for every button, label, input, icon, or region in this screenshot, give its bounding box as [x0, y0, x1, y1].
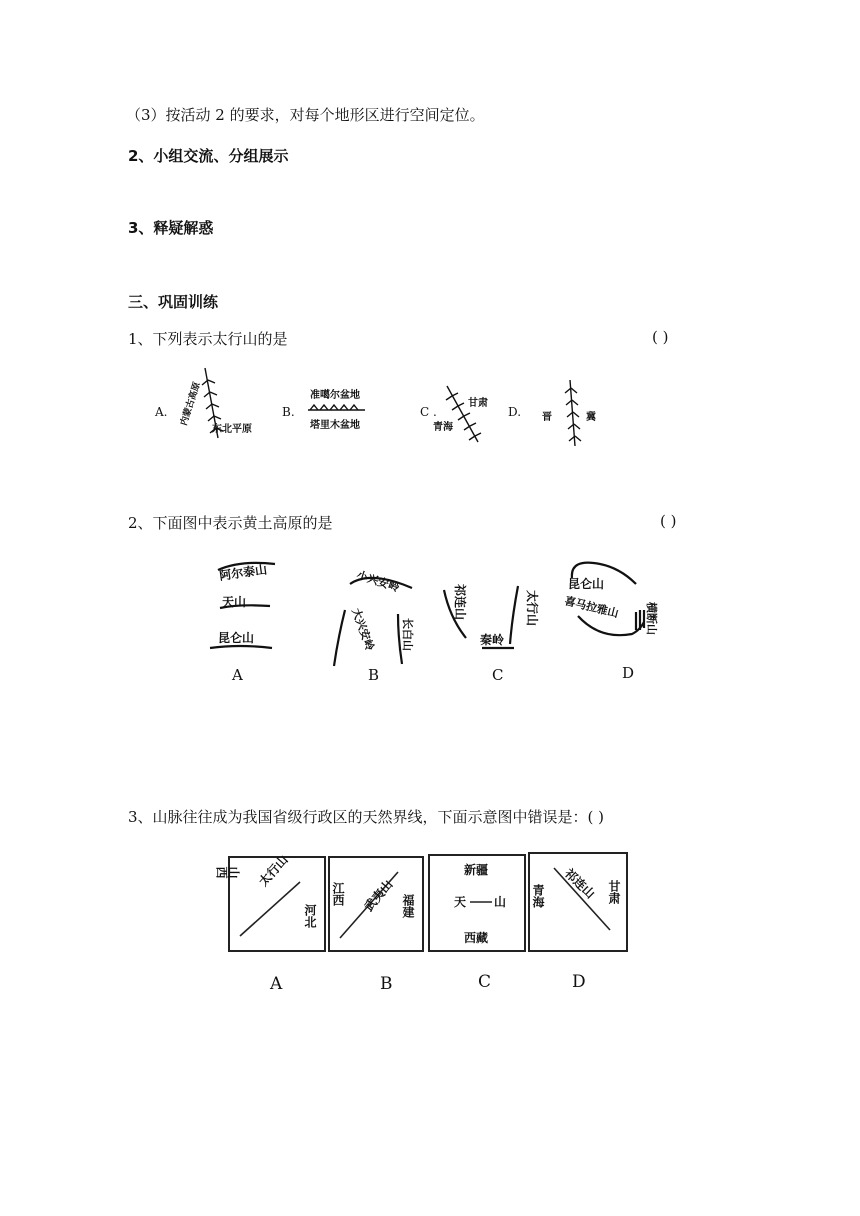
heading-consolidation: 三、巩固训练	[128, 293, 219, 311]
q3-option-a-label-3: 河北	[303, 904, 317, 928]
q2-option-d-letter: D	[622, 664, 635, 682]
q1-option-c-letter: C .	[420, 405, 437, 419]
q3-option-a-letter: A	[270, 974, 283, 994]
q2-option-b-letter: B	[368, 666, 380, 684]
question-3-text[interactable]: 3、山脉往往成为我国省级行政区的天然界线，下面示意图中错误是：( )	[128, 808, 605, 826]
q3-option-c-label-4: 西藏	[464, 931, 489, 945]
q1-option-d-label-2: 冀	[586, 412, 596, 423]
q3-option-c-label-2: 天	[454, 895, 467, 909]
q1-option-b-mountain-icon	[308, 405, 365, 410]
q1-option-d-letter: D.	[508, 405, 522, 419]
q2-option-a-label-2: 天山	[222, 595, 247, 609]
q3-option-d-label-3: 甘肃	[607, 880, 621, 904]
q1-option-d-label-1: 晋	[542, 412, 552, 423]
q3-option-b-letter: B	[380, 974, 393, 994]
q1-option-b-label-1: 准噶尔盆地	[310, 390, 360, 401]
question-2-figure	[200, 548, 670, 688]
q3-option-b-label-1: 江西	[331, 882, 345, 906]
q3-option-c-letter: C	[478, 972, 492, 992]
q1-option-c-label-1: 甘肃	[468, 398, 488, 409]
q2-option-b-range-lines	[334, 578, 412, 666]
q2-option-b-label-2: 大兴安岭	[349, 606, 377, 653]
q1-option-a-label-1: 内蒙古高原	[179, 381, 203, 427]
question-1-figure	[150, 358, 610, 450]
q2-option-c-label-2: 太行山	[525, 590, 539, 627]
q3-option-c-box	[428, 854, 526, 952]
q1-option-a-label-2: 东北平原	[212, 424, 252, 435]
q3-option-b-label-2: 武夷山	[361, 877, 396, 914]
q3-option-a-label-2: 太行山	[256, 852, 291, 889]
q3-option-d-box	[528, 852, 628, 952]
q1-option-b-letter: B.	[282, 405, 295, 419]
q3-option-c-label-3: 山	[494, 895, 507, 909]
q1-option-b-label-2: 塔里木盆地	[310, 420, 360, 431]
q3-option-d-label-2: 祁连山	[561, 866, 598, 902]
question-1-answer-blank[interactable]: ( )	[652, 328, 669, 346]
q3-option-d-letter: D	[572, 972, 586, 992]
q2-option-b-label-1: 小兴安岭	[355, 568, 401, 595]
q1-option-c-mountain-icon	[446, 386, 481, 442]
q3-option-d-label-1: 青海	[531, 884, 545, 908]
question-2-answer-blank[interactable]: ( )	[660, 512, 677, 530]
q3-option-b-box	[328, 856, 424, 952]
q1-option-d-mountain-icon	[565, 380, 581, 446]
q3-option-c-label-1: 新疆	[464, 863, 489, 877]
q2-option-d-label-1: 昆仑山	[568, 577, 605, 591]
q2-option-a-letter: A	[232, 666, 243, 684]
q3-option-a-label-1: 山西	[216, 865, 240, 879]
q1-option-c-label-2: 青海	[433, 422, 453, 433]
q2-option-c-label-3: 秦岭	[480, 633, 505, 647]
q2-option-d-label-2: 喜马拉雅山	[563, 594, 620, 621]
q3-option-a-box	[216, 852, 326, 952]
q2-option-c-letter: C	[492, 666, 504, 684]
question-1-text: 1、下列表示太行山的是	[128, 330, 288, 348]
q2-option-d-label-3: 横断山	[645, 602, 658, 635]
q2-option-a-label-1: 阿尔泰山	[218, 562, 268, 583]
question-2-text: 2、下面图中表示黄土高原的是	[128, 514, 333, 532]
q2-option-c-label-1: 祁连山	[453, 584, 467, 621]
activity-instruction: （3）按活动 2 的要求，对每个地形区进行空间定位。	[126, 106, 485, 124]
q3-option-b-label-3: 福建	[401, 894, 415, 918]
q1-option-a-letter: A.	[155, 405, 168, 419]
heading-group-exchange: 2、小组交流、分组展示	[128, 147, 289, 165]
q2-option-a-label-3: 昆仑山	[218, 631, 255, 645]
q2-option-b-label-3: 长白山	[401, 618, 414, 651]
heading-resolve-doubts: 3、释疑解惑	[128, 219, 214, 237]
